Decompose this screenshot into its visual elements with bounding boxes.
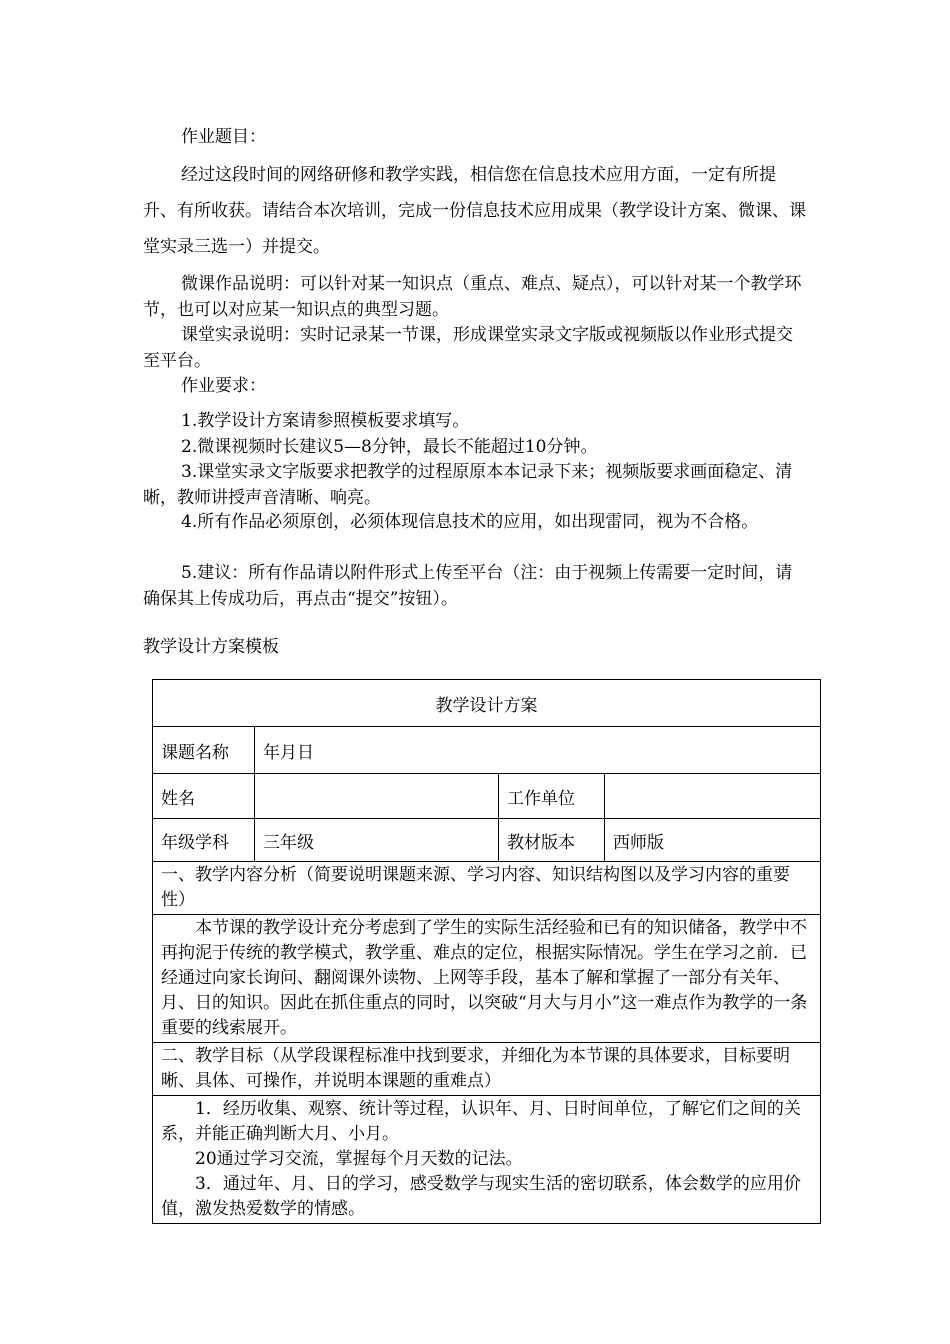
- topic-value[interactable]: 年月日: [255, 727, 821, 774]
- grade-label: 年级学科: [153, 819, 255, 862]
- assignment-intro: 经过这段时间的网络研修和教学实践，相信您在信息技术应用方面，一定有所提升、有所收获。请结合本次培训，完成一份信息技术应用成果（教学设计方案、微课、课堂实录三选一）并提交。: [143, 165, 806, 257]
- section2-title: 二、教学目标（从学段课程标准中找到要求，并细化为本节课的具体要求，目标要明晰、具体、可操作，并说明本课题的重难点）: [161, 1046, 790, 1091]
- grade-value[interactable]: 三年级: [255, 819, 499, 862]
- objective-item[interactable]: 3．通过年、月、日的学习，感受数学与现实生活的密切联系，体会数学的应用价值，激发热爱数学的情感。: [161, 1174, 801, 1219]
- unit-label: 工作单位: [499, 774, 605, 819]
- requirement-item: 1.教学设计方案请参照模板要求填写。: [181, 411, 470, 431]
- section1-title: 一、教学内容分析（简要说明课题来源、学习内容、知识结构图以及学习内容的重要性）: [161, 865, 790, 910]
- name-value[interactable]: [255, 774, 499, 819]
- objective-item[interactable]: 20通过学习交流，掌握每个月天数的记法。: [195, 1149, 523, 1169]
- edition-label: 教材版本: [499, 819, 605, 862]
- assignment-title: 作业题目：: [181, 127, 266, 147]
- requirements-title: 作业要求：: [181, 376, 266, 396]
- form-title: 教学设计方案: [153, 680, 821, 727]
- topic-label: 课题名称: [153, 727, 255, 774]
- section1-body[interactable]: 本节课的教学设计充分考虑到了学生的实际生活经验和已有的知识储备，教学中不再拘泥于传统的教学模式，教学重、难点的定位，根据实际情况。学生在学习之前．已经通过向家长询问、翻阅课外读物、上网等手段，基本了解和掌握了一部分有关年、月、日的知识。因此在抓住重点的同时，以突破“月大与月小”这一难点作为教学的一条重要的线索展开。: [161, 918, 808, 1038]
- template-heading: 教学设计方案模板: [143, 637, 279, 657]
- micro-lesson-note: 微课作品说明：可以针对某一知识点（重点、难点、疑点），可以针对某一个教学环节，也可以对应某一知识点的典型习题。: [143, 274, 802, 320]
- teaching-design-table: [152, 679, 821, 1224]
- requirement-item: 5.建议：所有作品请以附件形式上传至平台（注：由于视频上传需要一定时间，请确保其上传成功后，再点击“提交”按钮）。: [143, 563, 793, 609]
- requirement-item: 4.所有作品必须原创，必须体现信息技术的应用，如出现雷同，视为不合格。: [181, 512, 759, 532]
- name-label: 姓名: [153, 774, 255, 819]
- requirement-item: 3.课堂实录文字版要求把教学的过程原原本本记录下来；视频版要求画面稳定、清晰，教师讲授声音清晰、响亮。: [143, 462, 793, 508]
- objective-item[interactable]: 1．经历收集、观察、统计等过程，认识年、月、日时间单位，了解它们之间的关系，并能正确判断大月、小月。: [161, 1099, 801, 1144]
- class-record-note: 课堂实录说明：实时记录某一节课，形成课堂实录文字版或视频版以作业形式提交至平台。: [143, 325, 793, 371]
- unit-value[interactable]: [605, 774, 821, 819]
- requirement-item: 2.微课视频时长建议5—8分钟，最长不能超过10分钟。: [181, 437, 598, 457]
- edition-value[interactable]: 西师版: [605, 819, 821, 862]
